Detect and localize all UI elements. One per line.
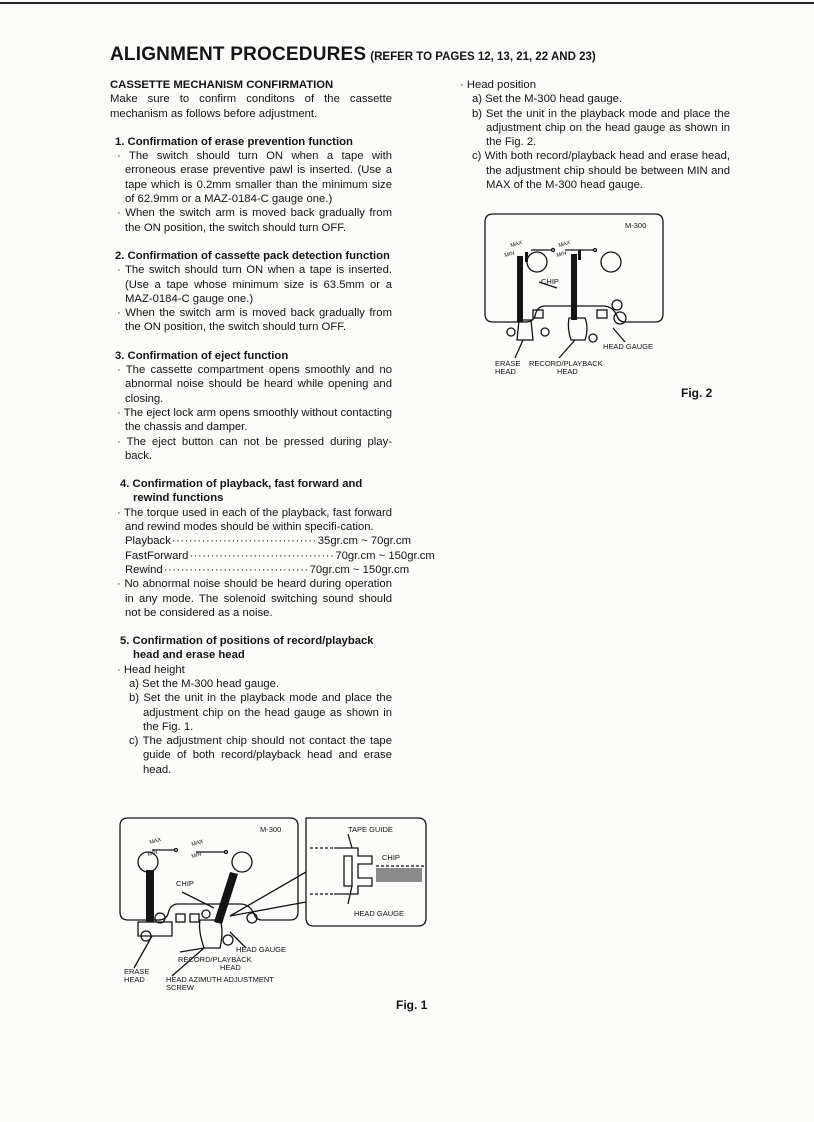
title-reference: (REFER TO PAGES 12, 13, 21, 22 AND 23) bbox=[370, 51, 596, 63]
bullet: · The switch should turn ON when a tape with erroneous erase preventive pawl is inserted. (Use a tape which is 0.2mm smaller than the minimum size of 62.9mm or a MAZ-0184-C gauge one.) bbox=[117, 150, 392, 206]
small-hole bbox=[612, 300, 622, 310]
rp-head-body bbox=[568, 318, 587, 340]
slot-left bbox=[176, 914, 185, 922]
step-a: a) Set the M-300 head gauge. bbox=[129, 677, 280, 690]
inset-chip-hatch bbox=[376, 868, 422, 882]
max-dot-left bbox=[552, 249, 555, 252]
section-2-heading: 2. Confirmation of cassette pack detection function bbox=[115, 249, 390, 262]
label-max-right: MAX bbox=[190, 839, 205, 848]
screw-center bbox=[202, 910, 210, 918]
spec-row-rewind bbox=[115, 563, 410, 577]
inset-head-profile bbox=[334, 848, 372, 894]
small-hole-2 bbox=[614, 312, 626, 324]
step-a: a) Set the M-300 head gauge. bbox=[472, 93, 623, 106]
bullet: · The eject button can not be pressed during play-back. bbox=[117, 435, 392, 462]
label-erase-2: HEAD bbox=[124, 975, 145, 984]
label-erase-2: HEAD bbox=[495, 367, 516, 376]
figure-2-diagram bbox=[475, 210, 675, 382]
leader-gauge bbox=[613, 328, 625, 342]
label-max-left: MAX bbox=[509, 240, 524, 249]
azimuth-screw bbox=[223, 935, 233, 945]
spec-value: 70gr.cm ~ 150gr.cm bbox=[309, 563, 410, 576]
reel-hole-right bbox=[601, 252, 621, 272]
erase-head-body bbox=[138, 922, 172, 936]
section-1-heading: 1. Confirmation of erase prevention function bbox=[115, 135, 353, 148]
spec-row-playback bbox=[115, 534, 411, 548]
bullet: · No abnormal noise should be heard during operation in any mode. The solenoid switching sound should not be considered as a noise. bbox=[117, 578, 392, 619]
step-b: b) Set the unit in the playback mode and place the adjustment chip on the head gauge as shown in the Fig. 1. bbox=[129, 692, 392, 733]
figure-1-label: Fig. 1 bbox=[396, 998, 428, 1012]
label-min-right: MIN bbox=[190, 851, 203, 860]
label-inset-head-gauge: HEAD GAUGE bbox=[354, 909, 405, 918]
label-min-left: MIN bbox=[146, 849, 159, 858]
bullet: · Head height bbox=[117, 663, 185, 676]
spec-value: 70gr.cm ~ 150gr.cm bbox=[335, 549, 435, 562]
bullet-head-position: · Head position bbox=[460, 79, 536, 91]
label-erase-1: ERASE bbox=[124, 967, 150, 976]
inset-leader-gauge bbox=[348, 886, 352, 904]
slot-right bbox=[597, 310, 607, 318]
screw-mid bbox=[541, 328, 549, 336]
label-rp-1: RECORD/PLAYBACK bbox=[529, 359, 603, 368]
figure-2-label: Fig. 2 bbox=[681, 386, 713, 400]
step-c: c) The adjustment chip should not contact the tape guide of both record/playback head and erase head. bbox=[129, 735, 392, 776]
bullet: · When the switch arm is moved back gradually from the ON position, the switch should turn OFF. bbox=[117, 307, 392, 334]
left-column bbox=[110, 78, 435, 777]
label-head-gauge: HEAD GAUGE bbox=[603, 342, 654, 351]
max-dot-right bbox=[594, 249, 597, 252]
rp-head-bar bbox=[214, 872, 238, 924]
section-playback-ff-rewind bbox=[115, 477, 435, 620]
section-5-heading: 5. Confirmation of positions of record/playback head and erase head bbox=[120, 635, 374, 662]
spec-row-fastforward bbox=[115, 549, 435, 563]
spec-leader-dots: ·································· bbox=[171, 535, 317, 548]
slot-mid bbox=[190, 914, 199, 922]
spec-label: Rewind bbox=[125, 563, 163, 576]
step-b: b) Set the unit in the playback mode and place the adjustment chip on the head gauge as shown in the Fig. 2. bbox=[472, 107, 730, 149]
label-rp-1: RECORD/PLAYBACK bbox=[178, 955, 252, 964]
label-azimuth-1: HEAD AZIMUTH ADJUSTMENT bbox=[166, 975, 274, 984]
spec-value: 35gr.cm ~ 70gr.cm bbox=[317, 535, 411, 548]
label-rp-2: HEAD bbox=[220, 963, 241, 972]
label-chip: CHIP bbox=[541, 277, 559, 286]
chip-mark-left bbox=[525, 252, 528, 262]
rp-head-body bbox=[200, 920, 223, 948]
spec-label: Playback bbox=[125, 535, 171, 548]
label-max-left: MAX bbox=[148, 837, 163, 846]
spec-leader-dots: ·································· bbox=[189, 549, 335, 562]
label-chip: CHIP bbox=[176, 879, 194, 888]
screw-left bbox=[507, 328, 515, 336]
figure-1-diagram bbox=[112, 812, 434, 1006]
label-min-left: MIN bbox=[503, 250, 516, 259]
top-border-line bbox=[0, 2, 814, 4]
section-head-positions bbox=[115, 634, 392, 777]
chip-mark-right bbox=[578, 250, 581, 260]
bullet: · The switch should turn ON when a tape is inserted. (Use a tape whose minimum size is 63.5mm or a MAZ-0184-C gauge one.) bbox=[117, 264, 392, 305]
max-dot-left bbox=[175, 849, 178, 852]
section-3-heading: 3. Confirmation of eject function bbox=[115, 349, 289, 362]
rp-head-bar bbox=[571, 254, 577, 320]
label-m300: M-300 bbox=[260, 825, 282, 834]
label-tape-guide: TAPE GUIDE bbox=[348, 825, 393, 834]
erase-head-body bbox=[517, 320, 533, 340]
label-erase-1: ERASE bbox=[495, 359, 521, 368]
label-head-gauge: HEAD GAUGE bbox=[236, 945, 287, 954]
bullet: · The cassette compartment opens smoothly and no abnormal noise should be heard while opening and closing. bbox=[117, 364, 392, 405]
bullet: · The eject lock arm opens smoothly without contacting the chassis and damper. bbox=[117, 406, 392, 434]
page-title bbox=[110, 44, 596, 66]
label-max-right: MAX bbox=[557, 240, 572, 249]
leader-chip bbox=[182, 892, 214, 908]
section-4-heading: 4. Confirmation of playback, fast forward and rewind functions bbox=[120, 478, 363, 505]
intro-paragraph: Make sure to confirm conditons of the cassette mechanism as follows before adjustment. bbox=[110, 93, 392, 120]
reel-hole-right bbox=[232, 852, 252, 872]
leader-rp bbox=[559, 340, 575, 358]
spec-leader-dots: ·································· bbox=[163, 563, 309, 576]
reel-hole-left bbox=[527, 252, 547, 272]
max-dot-right bbox=[225, 851, 228, 854]
label-m300: M-300 bbox=[625, 221, 647, 230]
label-azimuth-2: SCREW bbox=[166, 983, 194, 992]
section-cassette-detection bbox=[115, 249, 392, 335]
inset-leader-tg bbox=[348, 834, 352, 848]
bullet: · When the switch arm is moved back gradually from the ON position, the switch should turn OFF. bbox=[117, 207, 392, 234]
leader-erase bbox=[515, 340, 523, 358]
title-main: ALIGNMENT PROCEDURES bbox=[110, 44, 367, 65]
screw-right bbox=[589, 334, 597, 342]
erase-head-bar bbox=[146, 870, 154, 922]
right-column bbox=[458, 78, 730, 192]
bullet: · The torque used in each of the playback, fast forward and rewind modes should be within specifi-cation. bbox=[117, 506, 392, 534]
spec-label: FastForward bbox=[125, 549, 189, 562]
section-heading: CASSETTE MECHANISM CONFIRMATION bbox=[110, 79, 334, 91]
inset-gauge-slot bbox=[344, 856, 352, 886]
erase-head-bar bbox=[517, 256, 523, 322]
step-c: c) With both record/playback head and erase head, the adjustment chip should be between MIN and MAX of the M-300 head gauge. bbox=[472, 150, 730, 192]
section-erase-prevention bbox=[115, 135, 392, 235]
label-min-right: MIN bbox=[555, 250, 568, 259]
leader-erase bbox=[134, 936, 152, 968]
label-rp-2: HEAD bbox=[557, 367, 578, 376]
section-eject bbox=[115, 349, 392, 463]
label-inset-chip: CHIP bbox=[382, 853, 400, 862]
